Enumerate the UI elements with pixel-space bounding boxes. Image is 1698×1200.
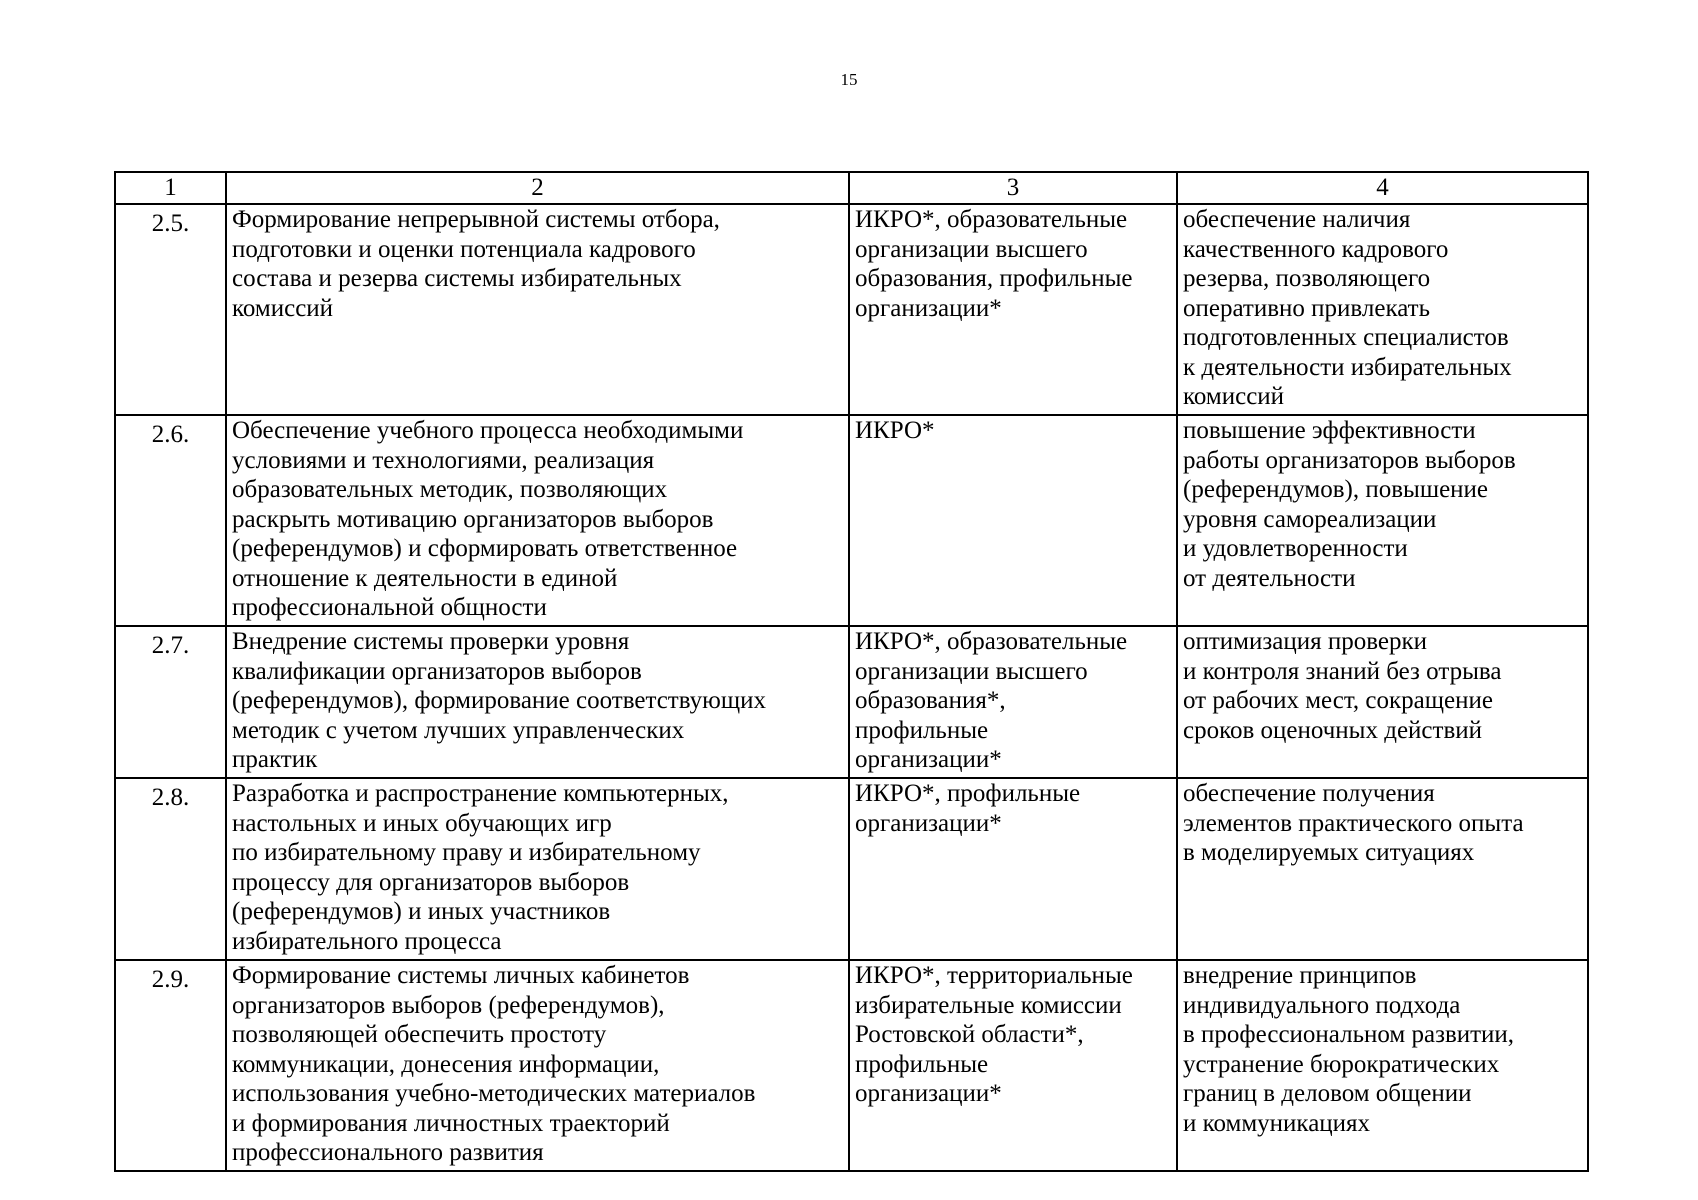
row-number: 2.6. — [115, 415, 226, 626]
activity-cell: Разработка и распространение компьютерных, настольных и иных обучающих игр по избирательному праву и избирательному процессу для организаторов выборов (референдумов) и иных участников избирательного процесса — [226, 778, 849, 960]
table-row — [115, 960, 1588, 1171]
table-row — [115, 204, 1588, 415]
column-header-2: 2 — [226, 172, 849, 204]
result-cell: обеспечение получения элементов практического опыта в моделируемых ситуациях — [1177, 778, 1588, 960]
column-header-4: 4 — [1177, 172, 1588, 204]
column-header-1: 1 — [115, 172, 226, 204]
table-row — [115, 778, 1588, 960]
result-cell: внедрение принципов индивидуального подхода в профессиональном развитии, устранение бюрократических границ в деловом общении и коммуникациях — [1177, 960, 1588, 1171]
result-cell: повышение эффективности работы организаторов выборов (референдумов), повышение уровня самореализации и удовлетворенности от деятельности — [1177, 415, 1588, 626]
executors-cell: ИКРО*, территориальные избирательные комиссии Ростовской области*, профильные организации* — [849, 960, 1177, 1171]
executors-cell: ИКРО* — [849, 415, 1177, 626]
executors-cell: ИКРО*, образовательные организации высшего образования*, профильные организации* — [849, 626, 1177, 778]
executors-cell: ИКРО*, профильные организации* — [849, 778, 1177, 960]
activity-cell: Обеспечение учебного процесса необходимыми условиями и технологиями, реализация образовательных методик, позволяющих раскрыть мотивацию организаторов выборов (референдумов) и сформировать ответственное отношение к деятельности в единой профессиональной общности — [226, 415, 849, 626]
row-number: 2.7. — [115, 626, 226, 778]
executors-cell: ИКРО*, образовательные организации высшего образования, профильные организации* — [849, 204, 1177, 415]
column-header-3: 3 — [849, 172, 1177, 204]
row-number: 2.5. — [115, 204, 226, 415]
table-header-row — [115, 172, 1588, 204]
activities-table — [114, 171, 1589, 1172]
table-row — [115, 415, 1588, 626]
result-cell: оптимизация проверки и контроля знаний без отрыва от рабочих мест, сокращение сроков оценочных действий — [1177, 626, 1588, 778]
page-number: 15 — [840, 70, 858, 89]
activity-cell: Внедрение системы проверки уровня квалификации организаторов выборов (референдумов), формирование соответствующих методик с учетом лучших управленческих практик — [226, 626, 849, 778]
row-number: 2.9. — [115, 960, 226, 1171]
result-cell: обеспечение наличия качественного кадрового резерва, позволяющего оперативно привлекать подготовленных специалистов к деятельности избирательных комиссий — [1177, 204, 1588, 415]
table-row — [115, 626, 1588, 778]
activity-cell: Формирование системы личных кабинетов организаторов выборов (референдумов), позволяющей обеспечить простоту коммуникации, донесения информации, использования учебно-методических материалов и формирования личностных траекторий профессионального развития — [226, 960, 849, 1171]
activity-cell: Формирование непрерывной системы отбора, подготовки и оценки потенциала кадрового состава и резерва системы избирательных комиссий — [226, 204, 849, 415]
row-number: 2.8. — [115, 778, 226, 960]
